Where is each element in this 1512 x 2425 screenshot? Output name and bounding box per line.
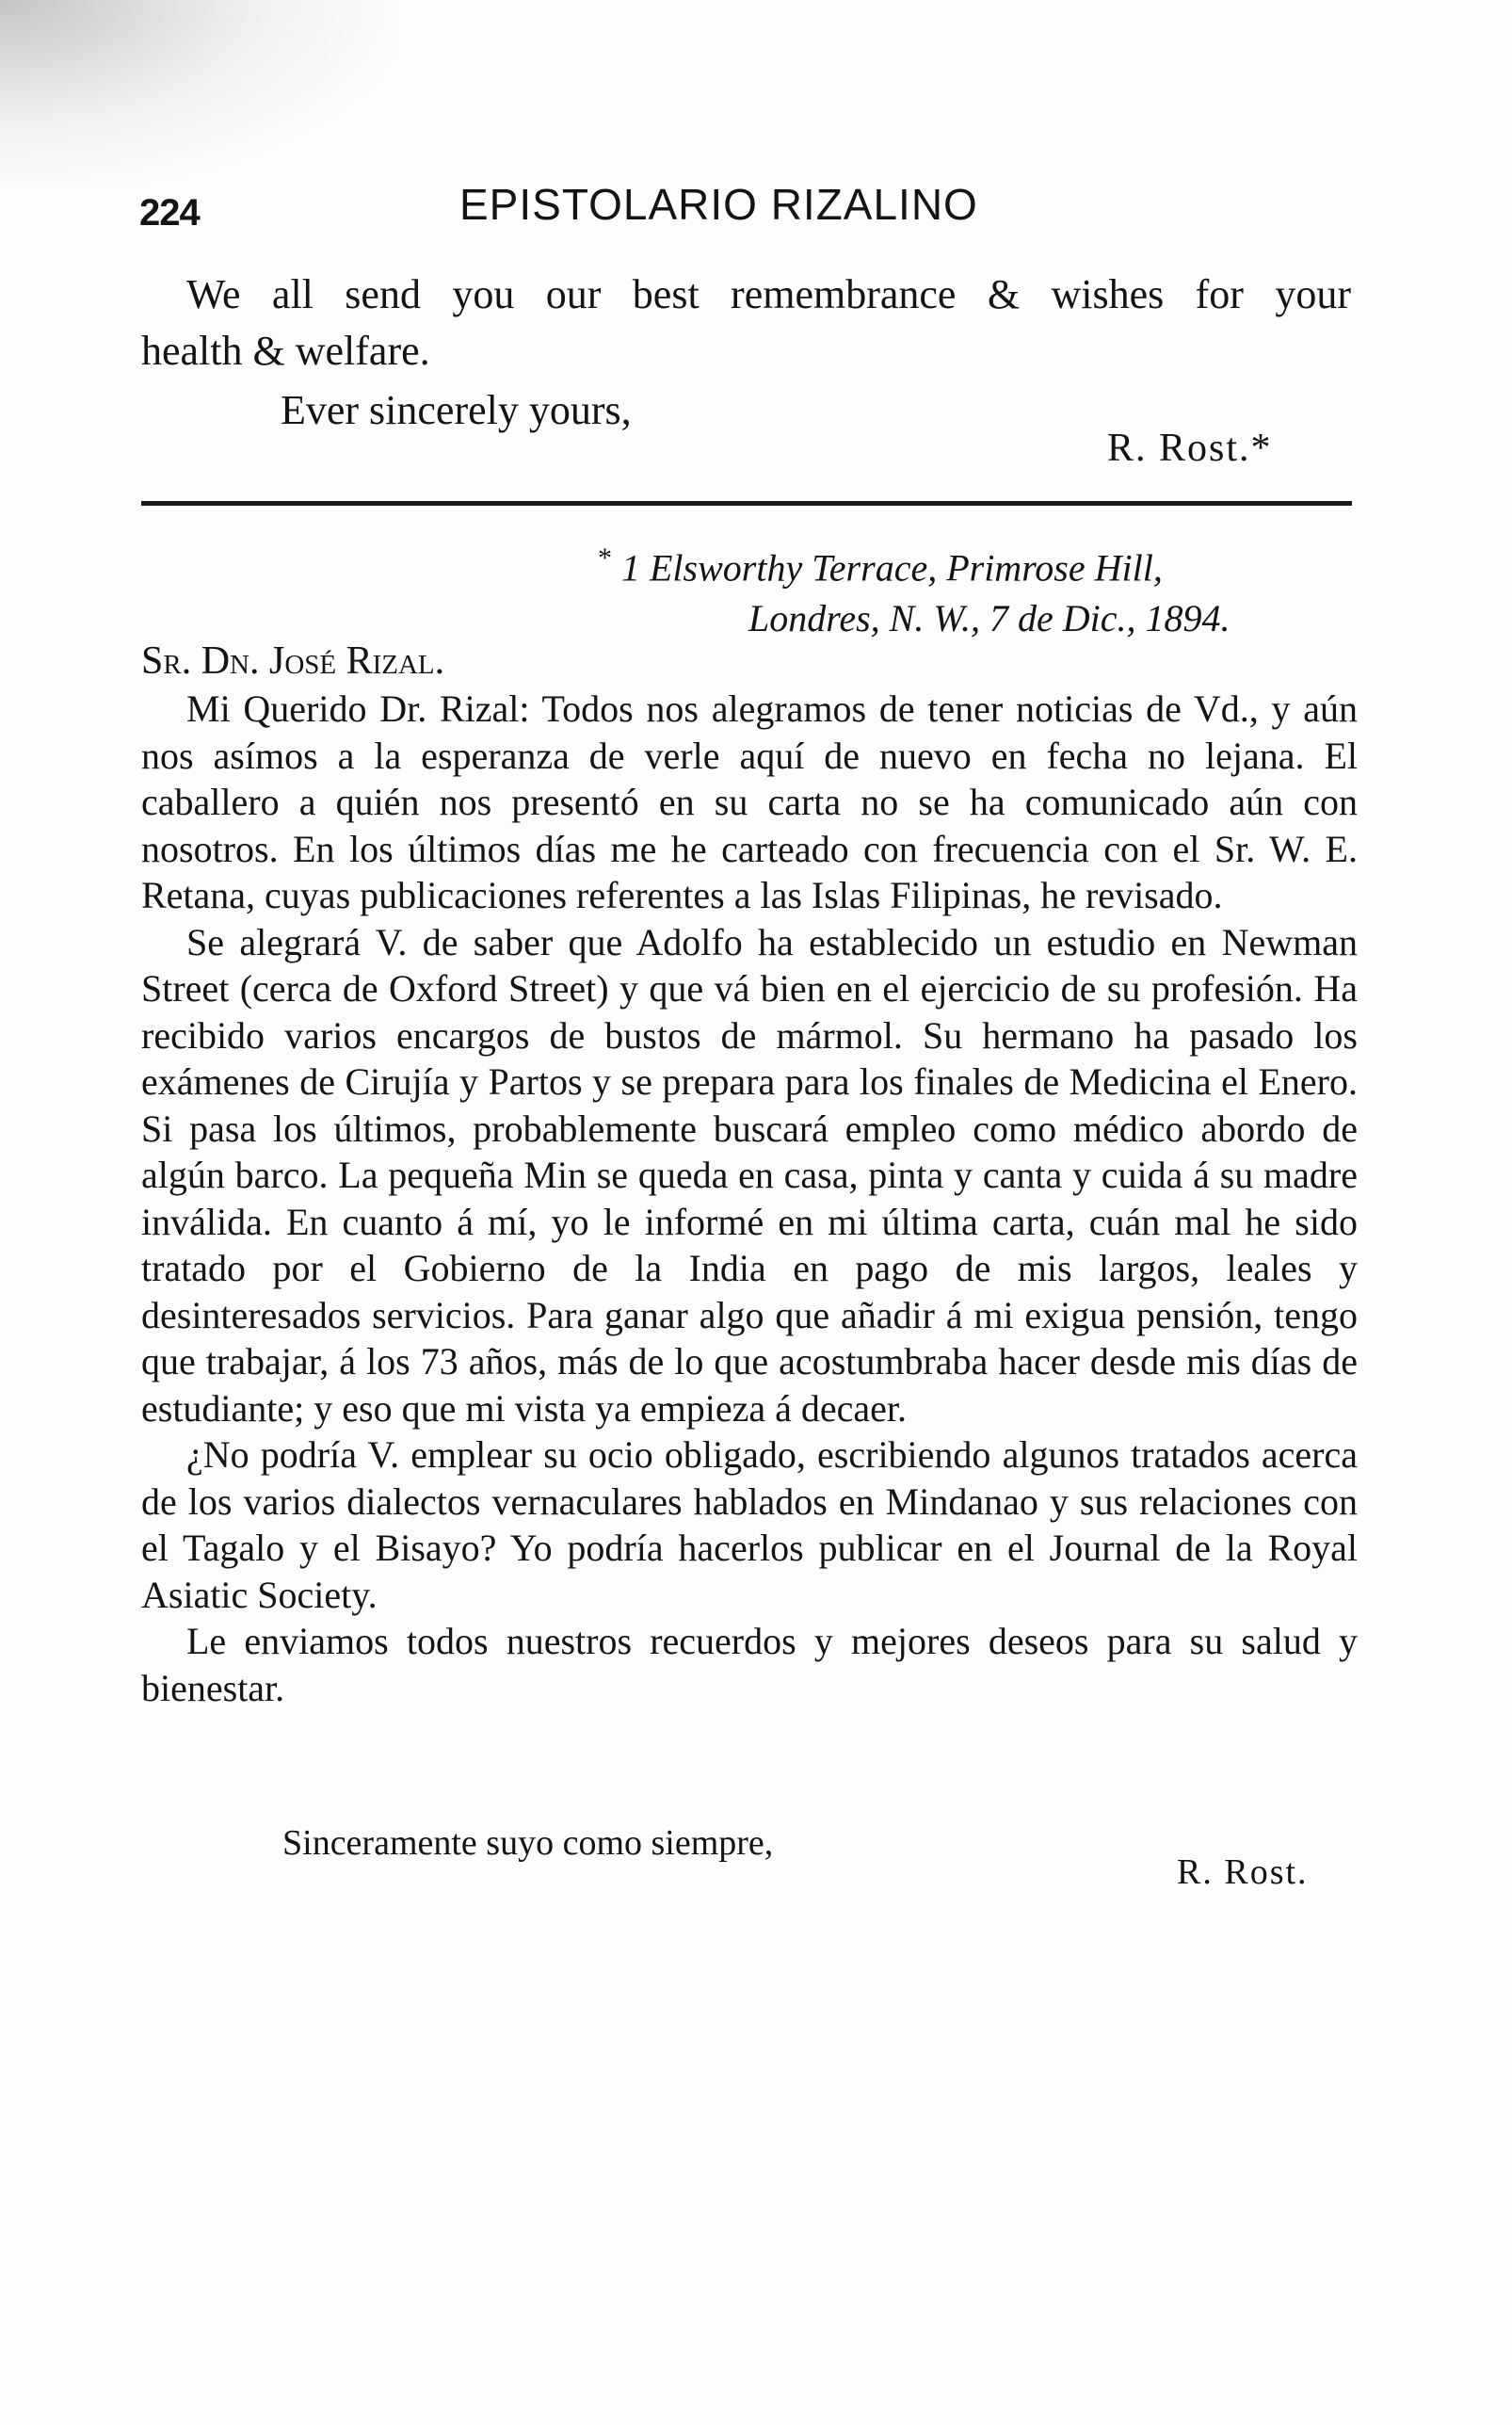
section-divider — [141, 501, 1352, 506]
english-letter-line-1: We all send you our best remembrance & wishes for your — [186, 271, 1351, 317]
footnote-mark: * — [598, 542, 612, 574]
english-letter-line-2: health & welfare. — [141, 328, 430, 374]
paragraph-2: Se alegrará V. de saber que Adolfo ha establecido un estudio en Newman Street (cerca de Oxford Street) y que vá bien en el ejercicio de su profesión. Ha recibido varios encargos de bustos de mármol. Su hermano ha pasado los exámenes de Cirujía y Partos y se prepara para los finales de Medicina el Enero. Si pasa los últimos, probablemente buscará empleo como médico abordo de algún barco. La pequeña Min se queda en casa, pinta y canta y cuida á su madre inválida. En cuanto á mí, yo le informé en mi última carta, cuán mal he sido tratado por el Gobierno de la India en pago de mis largos, leales y desinteresados servicios. Para ganar algo que añadir á mi exigua pensión, tengo que trabajar, á los 73 años, más de lo que acostumbraba hacer desde mis días de estudiante; y eso que mi vista ya empieza á decaer. — [141, 920, 1358, 1430]
paragraph-1: Mi Querido Dr. Rizal: Todos nos alegramos de tener noticias de Vd., y aún nos asímos a la esperanza de verle aquí de nuevo en fecha no lejana. El caballero a quién nos presentó en su carta no se ha comunicado aún con nosotros. En los últimos días me he carteado con frecuencia con el Sr. W. E. Retana, cuyas publicaciones referentes a las Islas Filipinas, he revisado. — [141, 687, 1358, 916]
english-closing: Ever sincerely yours, — [281, 387, 632, 433]
footnote — [598, 533, 1313, 644]
running-title: EPISTOLARIO RIZALINO — [459, 180, 978, 229]
paragraph-3: ¿No podría V. emplear su ocio obligado, escribiendo algunos tratados acerca de los varios dialectos vernaculares hablados en Mindanao y sus relaciones con el Tagalo y el Bisayo? Yo podría hacerlos publicar en el Journal de la Royal Asiatic Society. — [141, 1433, 1358, 1616]
spanish-letter-body — [141, 686, 1358, 1711]
spanish-closing: Sinceramente suyo como siempre, — [282, 1823, 774, 1863]
footnote-line-2: Londres, N. W., 7 de Dic., 1894. — [748, 597, 1231, 640]
page-number: 224 — [139, 192, 200, 234]
english-signature: R. Rost.* — [1107, 427, 1273, 470]
page-header — [139, 171, 1344, 237]
footnote-line-1: * 1 Elsworthy Terrace, Primrose Hill, — [598, 542, 1163, 590]
salutation: Sr. Dn. José Rizal. — [141, 639, 445, 683]
scan-shadow — [0, 0, 395, 188]
spanish-signature: R. Rost. — [1177, 1852, 1309, 1892]
paragraph-4: Le enviamos todos nuestros recuerdos y mejores deseos para su salud y bienestar. — [141, 1620, 1358, 1709]
